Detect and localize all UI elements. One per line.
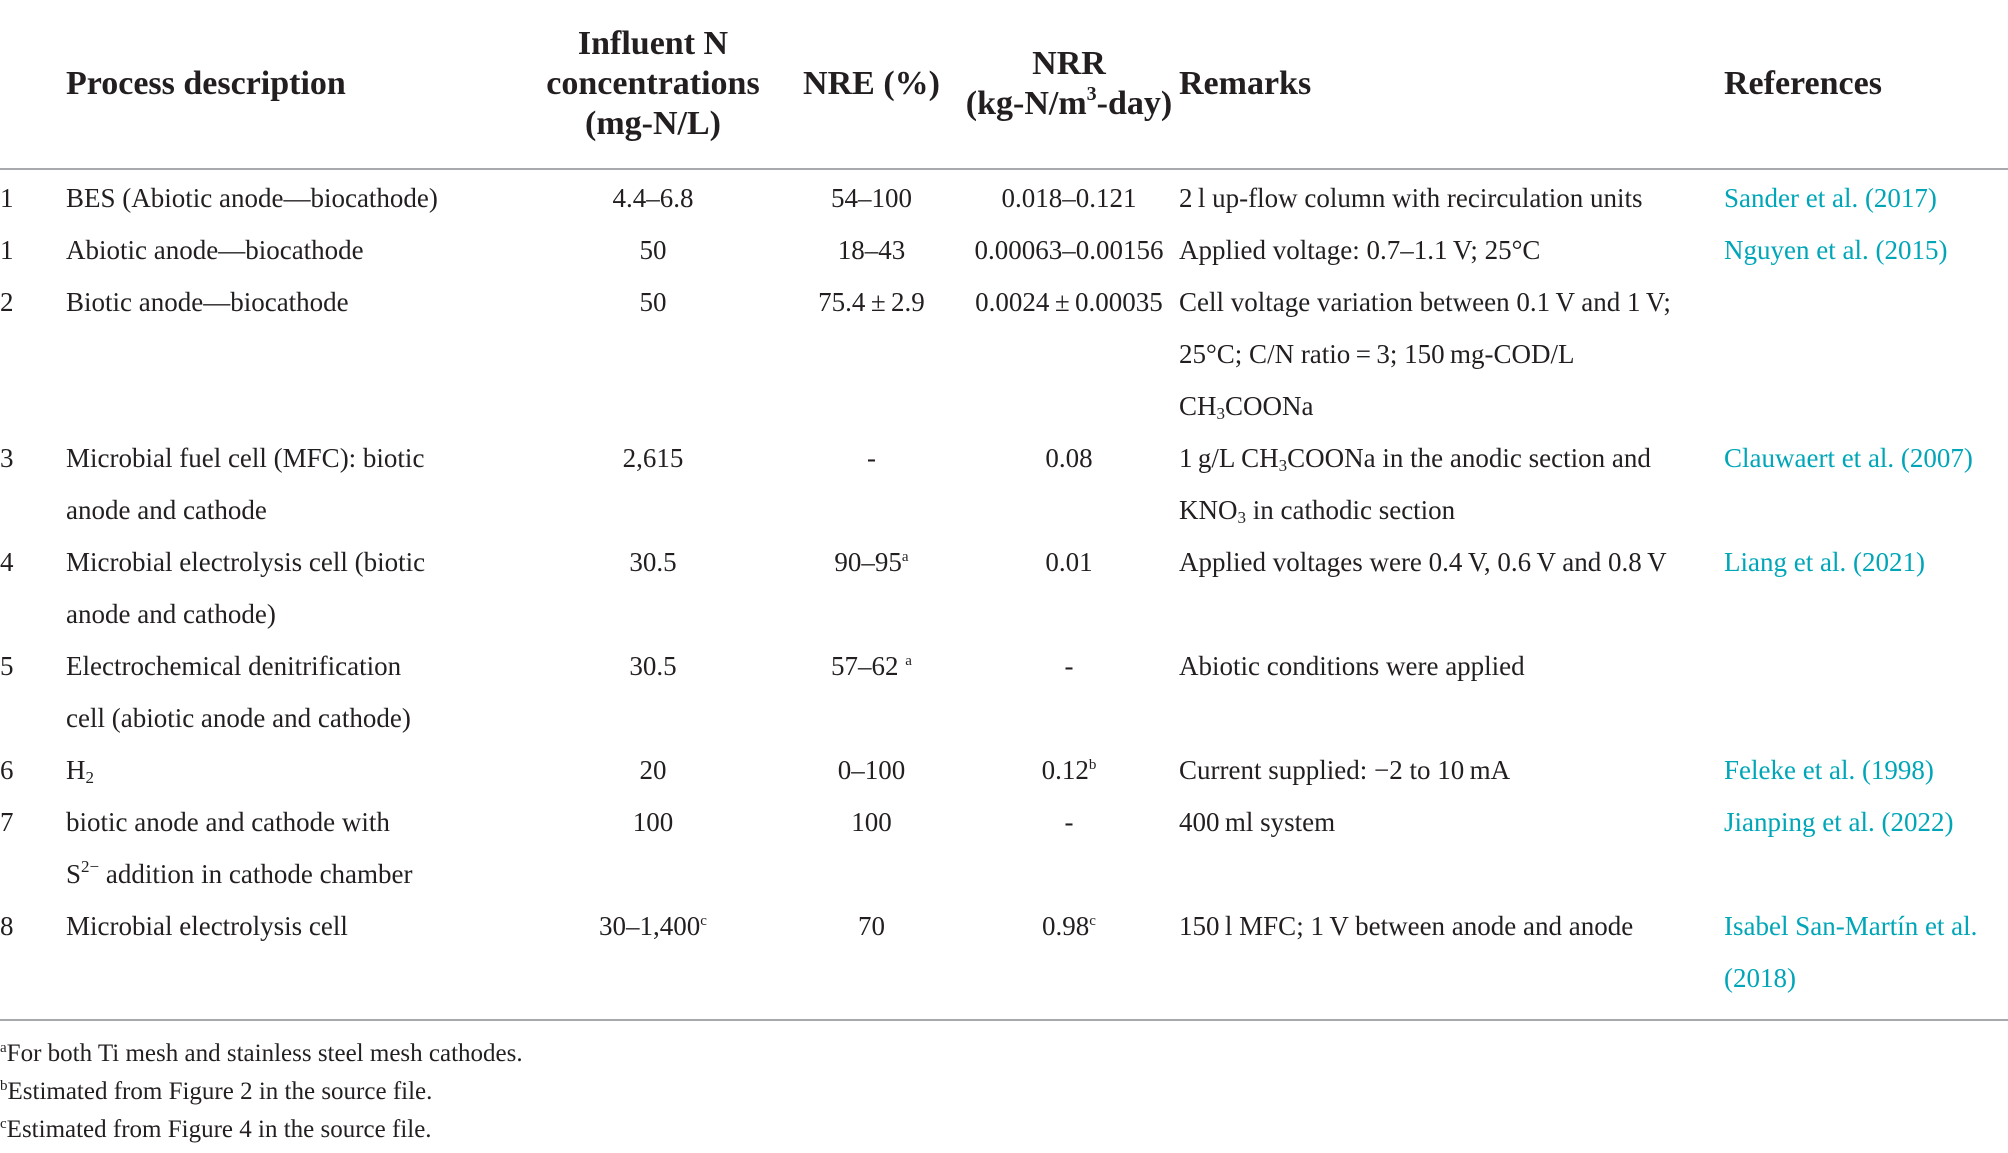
formula-subscript: 2 [85, 768, 94, 787]
influent-value: 4.4–6.8 [612, 183, 694, 213]
row-index: 4 [0, 547, 14, 577]
table-row [0, 796, 2008, 900]
header-process-description: Process description [66, 0, 522, 169]
remarks [1179, 224, 1724, 276]
reference[interactable] [1724, 900, 2008, 1019]
table-row [0, 276, 2008, 432]
formula-subscript: 3 [1278, 456, 1288, 475]
table-row [0, 900, 2008, 1019]
footnote-text: Estimated from Figure 4 in the source file. [6, 1116, 432, 1143]
formula-subscript: 3 [1216, 404, 1226, 423]
nrr-value [959, 900, 1179, 1019]
header-references: References [1724, 0, 2008, 169]
nre-value: - [867, 443, 876, 473]
remarks-line: Cell voltage variation between 0.1 V and 1 V; [1179, 287, 1671, 317]
process-line: Abiotic anode—biocathode [66, 235, 364, 265]
formula-text: COONa [1225, 391, 1314, 421]
process-description [66, 224, 522, 276]
table-header-row [0, 0, 2008, 169]
influent-value: 30.5 [629, 651, 677, 681]
process-line: Electrochemical denitrification [66, 651, 402, 681]
influent-value: 30.5 [629, 547, 677, 577]
reference-link[interactable]: Clauwaert et al. (2007) [1724, 443, 1973, 473]
nre-text: 57–62 [831, 651, 906, 681]
footnote-marker: a [905, 653, 912, 669]
remarks-line: 25°C; C/N ratio = 3; 150 mg-COD/L [1179, 339, 1575, 369]
table-row [0, 536, 2008, 640]
reference[interactable] [1724, 744, 2008, 796]
nrr-value: 0.0024 ± 0.00035 [975, 287, 1163, 317]
footnote-a [0, 1035, 2008, 1073]
nre-value: 18–43 [837, 235, 906, 265]
reference[interactable] [1724, 169, 2008, 224]
formula-superscript: 2− [81, 857, 100, 876]
remarks [1179, 900, 1724, 1019]
nre-text: 90–95 [834, 547, 902, 577]
row-index: 2 [0, 287, 14, 317]
table-row [0, 640, 2008, 744]
header-nrr-unit: (kg-N/m [965, 85, 1087, 122]
process-line: Microbial electrolysis cell (biotic [66, 547, 426, 577]
remarks [1179, 169, 1724, 224]
formula-text: 1 g/L CH [1179, 443, 1279, 473]
reference[interactable] [1724, 796, 2008, 900]
header-nrr-unit-end: -day) [1096, 85, 1173, 122]
remarks-line [1179, 380, 1724, 432]
process-description [66, 536, 522, 640]
formula-subscript: 3 [1237, 508, 1246, 527]
footnote-text: For both Ti mesh and stainless steel mesh cathodes. [6, 1040, 523, 1067]
table-row [0, 224, 2008, 276]
nrr-value: 0.00063–0.00156 [974, 235, 1164, 265]
remarks [1179, 276, 1724, 432]
remarks-line: Applied voltage: 0.7–1.1 V; 25°C [1179, 235, 1541, 265]
process-line: BES (Abiotic anode—biocathode) [66, 183, 438, 213]
process-description [66, 276, 522, 432]
process-line: cell (abiotic anode and cathode) [66, 703, 411, 733]
header-nrr [959, 0, 1179, 169]
reference-link[interactable]: Feleke et al. (1998) [1724, 755, 1934, 785]
remarks-line: 2 l up-flow column with recirculation units [1179, 183, 1643, 213]
row-index: 1 [0, 183, 14, 213]
formula-text: in cathodic section [1246, 495, 1456, 525]
footnote-mark: c [0, 1116, 7, 1132]
reference-link[interactable]: Nguyen et al. (2015) [1724, 235, 1948, 265]
nrr-value: 0.01 [1045, 547, 1093, 577]
remarks-line [1179, 432, 1724, 484]
header-nre: NRE (%) [784, 0, 959, 169]
influent-value: 100 [632, 807, 674, 837]
header-influent-line: Influent N [577, 25, 729, 62]
remarks-line: 150 l MFC; 1 V between anode and anode [1179, 911, 1634, 941]
process-line [66, 848, 522, 900]
footnote-c [0, 1111, 2008, 1149]
process-description [66, 744, 522, 796]
process-description [66, 169, 522, 224]
nrr-text: 0.12 [1041, 755, 1089, 785]
nrr-value [959, 744, 1179, 796]
footnote-mark: b [0, 1078, 8, 1094]
nre-value: 54–100 [831, 183, 912, 213]
nrr-text: 0.98 [1042, 911, 1090, 941]
nrr-value: 0.08 [1045, 443, 1093, 473]
row-index: 5 [0, 651, 14, 681]
nre-value: 100 [851, 807, 892, 837]
influent-value [522, 900, 784, 1019]
header-influent-n [522, 0, 784, 169]
table-row [0, 744, 2008, 796]
process-description [66, 900, 522, 1019]
reference-link[interactable]: Liang et al. (2021) [1724, 547, 1925, 577]
table-row [0, 169, 2008, 224]
table-footnotes [0, 1021, 2008, 1149]
process-line [66, 744, 522, 796]
remarks [1179, 640, 1724, 744]
formula-text: KNO [1179, 495, 1238, 525]
process-line: biotic anode and cathode with [66, 807, 390, 837]
footnote-marker: c [700, 913, 707, 929]
nrr-value: 0.018–0.121 [1001, 183, 1137, 213]
influent-value: 50 [639, 287, 667, 317]
footnote-b [0, 1073, 2008, 1111]
process-line: Microbial fuel cell (MFC): biotic [66, 443, 425, 473]
reference[interactable] [1724, 224, 2008, 276]
influent-value: 20 [639, 755, 667, 785]
formula-text: H [66, 755, 86, 785]
reference[interactable] [1724, 432, 2008, 536]
nre-value: 0–100 [837, 755, 906, 785]
header-nrr-line: NRR [1032, 45, 1106, 82]
remarks-line [1179, 484, 1724, 536]
row-index: 7 [0, 807, 14, 837]
formula-text: COONa in the anodic section and [1287, 443, 1651, 473]
table-row [0, 432, 2008, 536]
influent-value: 2,615 [622, 443, 684, 473]
header-influent-line: (mg-N/L) [585, 105, 721, 142]
process-line: anode and cathode [66, 495, 267, 525]
process-description [66, 796, 522, 900]
remarks [1179, 432, 1724, 536]
remarks [1179, 536, 1724, 640]
remarks [1179, 796, 1724, 900]
header-nrr-sup: 3 [1086, 83, 1097, 105]
process-line: Microbial electrolysis cell [66, 911, 348, 941]
row-index: 6 [0, 755, 14, 785]
reference [1724, 640, 2008, 744]
process-description [66, 432, 522, 536]
nre-value [784, 536, 959, 640]
header-influent-line: concentrations [546, 65, 760, 102]
row-index: 8 [0, 911, 14, 941]
formula-text: CH [1179, 391, 1217, 421]
remarks-line: Applied voltages were 0.4 V, 0.6 V and 0.8 V [1179, 547, 1667, 577]
formula-text: S [66, 859, 82, 889]
reference [1724, 276, 2008, 432]
remarks-line: Abiotic conditions were applied [1179, 651, 1525, 681]
remarks-line: Current supplied: −2 to 10 mA [1179, 755, 1511, 785]
process-line: anode and cathode) [66, 599, 276, 629]
reference-link[interactable]: Jianping et al. (2022) [1724, 807, 1954, 837]
header-nrr-line [959, 84, 1179, 124]
nre-value: 75.4 ± 2.9 [818, 287, 925, 317]
row-index: 1 [0, 235, 14, 265]
reference-link[interactable]: (2018) [1724, 963, 1796, 993]
nrr-value: - [1064, 651, 1074, 681]
footnote-marker: c [1089, 913, 1096, 929]
remarks [1179, 744, 1724, 796]
footnote-mark: a [0, 1040, 7, 1056]
footnote-marker: a [901, 549, 909, 565]
influent-text: 30–1,400 [599, 911, 701, 941]
footnote-text: Estimated from Figure 2 in the source file. [7, 1078, 433, 1105]
nre-value [784, 640, 959, 744]
reference[interactable] [1724, 536, 2008, 640]
remarks-line: 400 ml system [1179, 807, 1336, 837]
formula-text: addition in cathode chamber [99, 859, 413, 889]
reference-link[interactable]: Isabel San-Martín et al. [1724, 911, 1978, 941]
influent-value: 50 [639, 235, 667, 265]
row-index: 3 [0, 443, 14, 473]
reference-link[interactable]: Sander et al. (2017) [1724, 183, 1937, 213]
footnote-marker: b [1088, 757, 1097, 773]
process-line: Biotic anode—biocathode [66, 287, 349, 317]
process-description [66, 640, 522, 744]
header-remarks: Remarks [1179, 0, 1724, 169]
nrr-value: - [1064, 807, 1074, 837]
header-index [0, 0, 66, 169]
nre-value: 70 [858, 911, 885, 941]
